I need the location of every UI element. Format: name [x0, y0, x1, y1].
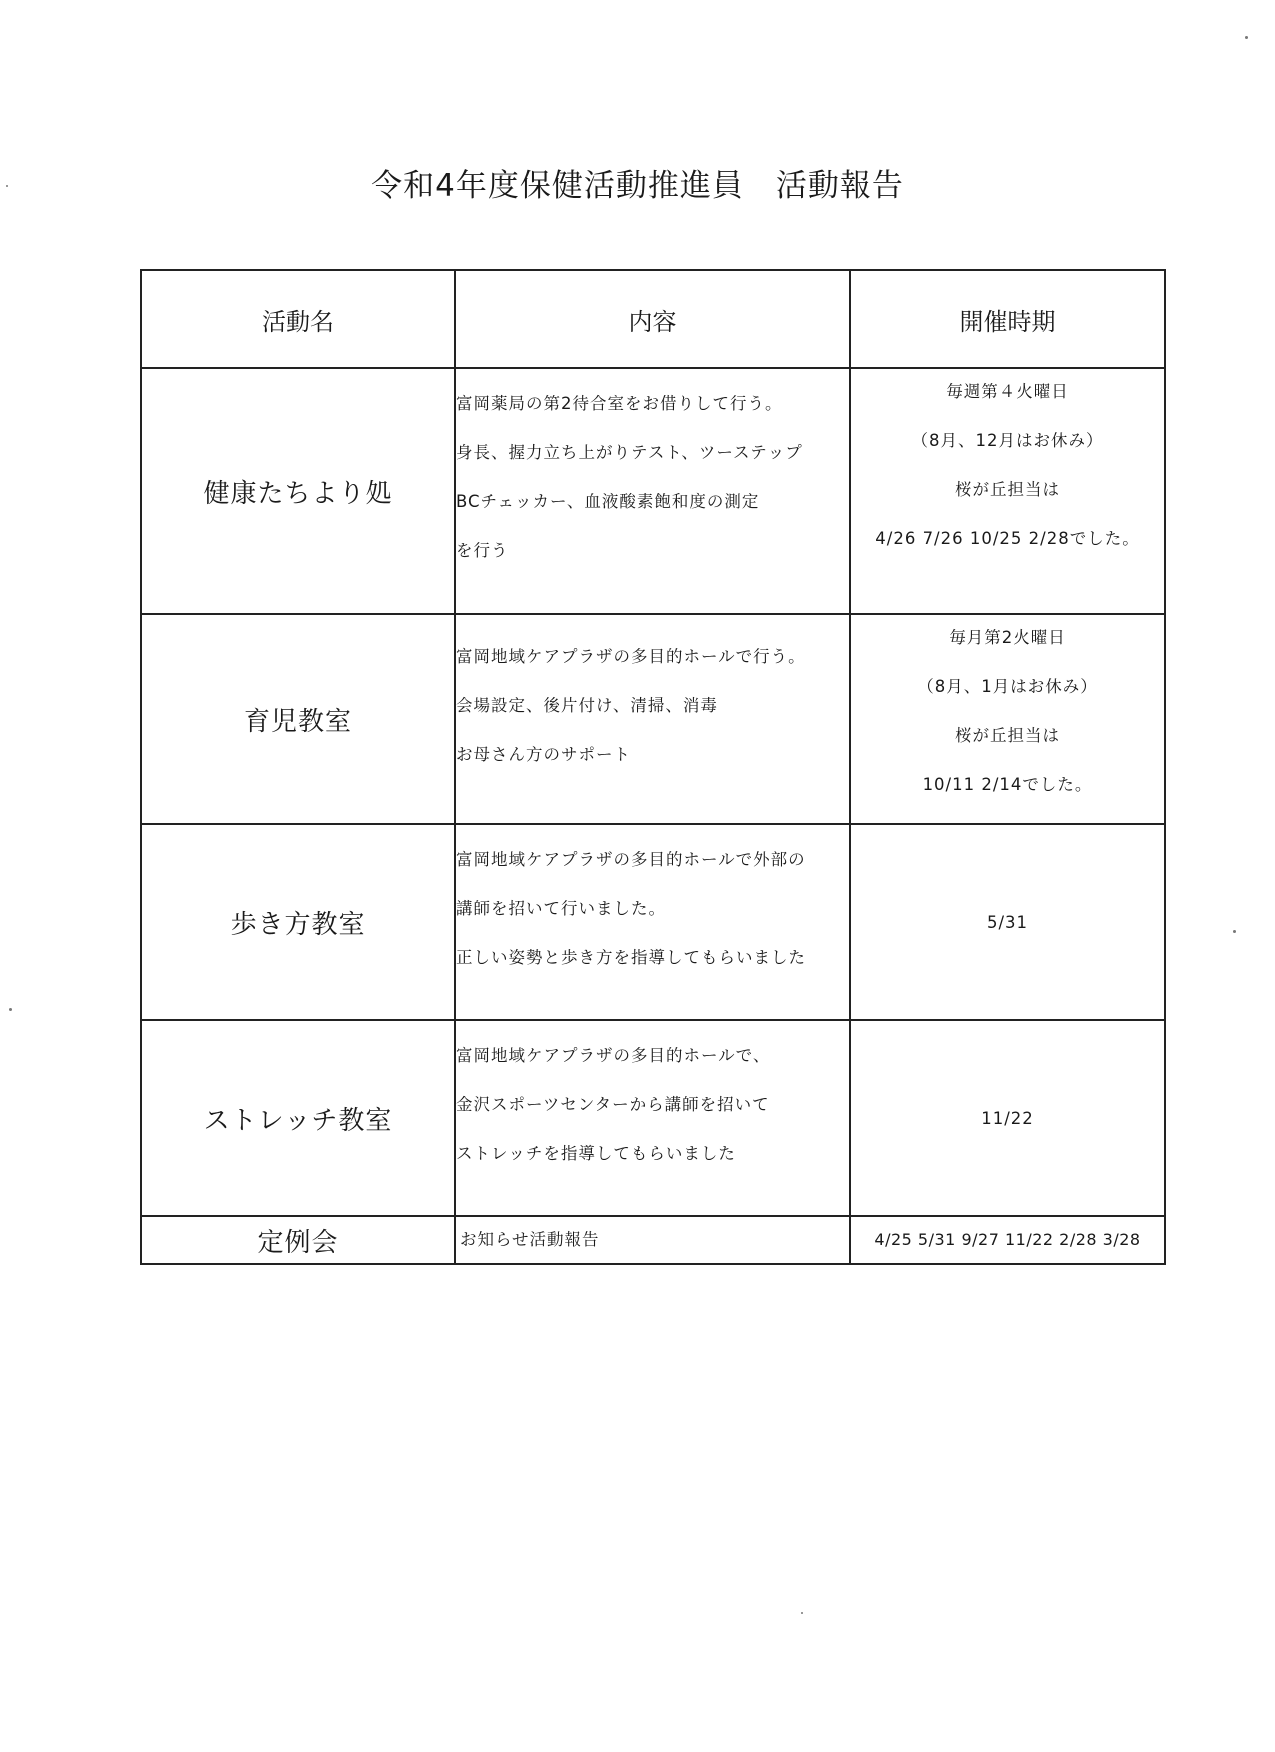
timing-line: 毎月第2火曜日	[949, 628, 1066, 647]
table-row	[141, 824, 1165, 1020]
timing-line: 4/25 5/31 9/27 11/22 2/28 3/28	[874, 1230, 1141, 1249]
table-row	[141, 1020, 1165, 1216]
table-row	[141, 368, 1165, 614]
timing-line: 桜が丘担当は	[955, 480, 1060, 499]
content-line: 講師を招いて行いました。	[456, 898, 666, 918]
scan-speck	[6, 185, 8, 187]
activity-name-cell: 歩き方教室	[141, 824, 455, 1020]
timing-line: （8月、1月はお休み）	[917, 677, 1098, 696]
content-line: 正しい姿勢と歩き方を指導してもらいました	[456, 947, 806, 967]
page-title: 令和4年度保健活動推進員 活動報告	[371, 168, 904, 204]
content-line: 富岡薬局の第2待合室をお借りして行う。	[456, 394, 783, 413]
scan-speck	[1245, 36, 1248, 39]
timing-line: 5/31	[986, 912, 1029, 932]
activity-report-table	[140, 269, 1166, 1265]
table-header-row	[141, 270, 1165, 368]
content-line: 富岡地域ケアプラザの多目的ホールで、	[456, 1045, 771, 1065]
table-row	[141, 1216, 1165, 1264]
scan-speck	[1233, 930, 1236, 933]
scan-speck	[801, 1612, 803, 1614]
activity-timing-cell	[850, 614, 1165, 824]
activity-timing-cell	[850, 1216, 1165, 1264]
content-line: 身長、握力立ち上がりテスト、ツーステップ	[456, 443, 803, 462]
activity-name-cell: 育児教室	[141, 614, 455, 824]
content-line: ストレッチを指導してもらいました	[456, 1143, 736, 1163]
table-row	[141, 614, 1165, 824]
timing-line: 11/22	[981, 1108, 1034, 1128]
content-line: 富岡地域ケアプラザの多目的ホールで行う。	[456, 646, 806, 666]
content-line: を行う	[456, 541, 509, 560]
header-activity-name: 活動名	[141, 270, 455, 368]
activity-content-cell	[455, 824, 850, 1020]
header-timing: 開催時期	[850, 270, 1165, 368]
content-line: 金沢スポーツセンターから講師を招いて	[456, 1094, 770, 1114]
scan-speck	[9, 1008, 12, 1011]
activity-content-cell	[455, 614, 850, 824]
timing-line: 10/11 2/14でした。	[922, 775, 1093, 794]
activity-content-cell	[455, 1216, 850, 1264]
timing-line: 桜が丘担当は	[955, 726, 1060, 745]
content-line: お母さん方のサポート	[456, 744, 631, 764]
content-line: 富岡地域ケアプラザの多目的ホールで外部の	[456, 849, 806, 869]
activity-name-cell: 定例会	[141, 1216, 455, 1264]
activity-timing-cell	[850, 368, 1165, 614]
activity-timing-cell	[850, 1020, 1165, 1216]
timing-line: （8月、12月はお休み）	[911, 431, 1104, 450]
timing-line: 4/26 7/26 10/25 2/28でした。	[875, 529, 1140, 548]
activity-name-cell: ストレッチ教室	[141, 1020, 455, 1216]
activity-content-cell	[455, 1020, 850, 1216]
content-line: BCチェッカー、血液酸素飽和度の測定	[456, 492, 760, 511]
activity-timing-cell	[850, 824, 1165, 1020]
activity-name-cell: 健康たちより処	[141, 368, 455, 614]
timing-line: 毎週第４火曜日	[946, 382, 1069, 401]
header-content: 内容	[455, 270, 850, 368]
activity-content-cell	[455, 368, 850, 614]
content-line: お知らせ活動報告	[460, 1230, 600, 1249]
content-line: 会場設定、後片付け、清掃、消毒	[456, 695, 718, 715]
